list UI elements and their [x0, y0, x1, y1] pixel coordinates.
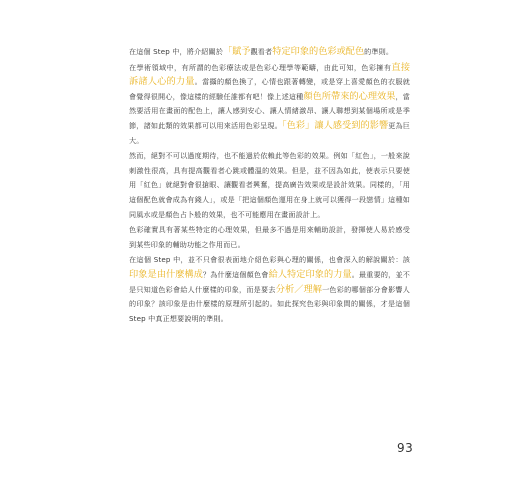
page-number: 93: [397, 441, 414, 455]
highlighted-phrase: 印象是由什麼構成: [129, 268, 203, 280]
highlighted-phrase: 直接訴諸人心的力量: [129, 61, 411, 88]
body-phrase: 在這個 Step 中，並不只會很表面地介紹色彩與心理的關係，也會深入的解說關於：該: [129, 255, 410, 265]
body-text: [129, 45, 410, 327]
body-phrase: ？為什麼這個顏色會: [202, 269, 269, 279]
body-phrase: 色彩確實具有著某些特定的心理效果，但最多不過是用來輔助設計，發揮使人易於感受到某些印象的輔助功能之作用而已。: [129, 225, 410, 249]
paragraph: [129, 61, 410, 149]
body-phrase: 觀看者: [250, 47, 273, 56]
paragraph: [129, 223, 410, 252]
body-phrase: ，當然要活用在畫面的配色上，讓人感到安心、讓人情緒激昂、讓人聯想到某個場所或是季節，諸如此類的效果都可以用來活用色彩呈現。: [129, 91, 410, 130]
body-phrase: 更為巨大。: [129, 120, 411, 145]
highlighted-phrase: 特定印象的色彩或配色: [272, 46, 365, 57]
paragraph: [129, 149, 410, 222]
body-phrase: 。當攝的顏色換了，心情也跟著轉變，或是穿上喜愛顏色的衣服就會覺得很開心，像這樣的經驗任誰都有吧！像上述這種: [129, 77, 410, 101]
highlighted-phrase: 「色彩」讓人感受到的影響: [282, 119, 389, 131]
body-phrase: 在學術領域中，有所謂的色彩療法或是色彩心理學等範疇，由此可知，色彩擁有: [129, 62, 392, 72]
highlighted-phrase: 分析／理解: [275, 283, 323, 295]
body-phrase: 的準則。: [364, 47, 394, 56]
paragraph: [129, 45, 410, 60]
body-phrase: 一色彩的哪個部分會影響人的印象？該印象是由什麼樣的原理所引起的。如此探究色彩與印象間的關係，才是這個 Step 中真正想要說明的準則。: [129, 284, 410, 323]
highlighted-phrase: 「賦予: [223, 46, 251, 57]
highlighted-phrase: 給人特定印象的力量: [268, 268, 352, 280]
body-phrase: 在這個 Step 中，將介紹關於: [129, 47, 223, 56]
paragraph: [129, 253, 410, 326]
body-phrase: 然而，絕對不可以過度期待，也不能過於依賴此等色彩的效果。例如「紅色」，一般來說刺激性很高，具有提高觀看者心跳或體溫的效果。但是，並不因為如此，使表示只要使用「紅色」就絕對會很搶眼、讓觀看者興奮，提高廣告效果或是設計效果。同樣的，「用這個配色就會成為有錢人」，或是「把這個顏色運用在身上就可以獲得一段戀情」這種如同風水或是顏色占卜般的效果，也不可能應用在畫面設計上。: [129, 151, 410, 219]
body-phrase: 。最重要的，並不是只知道色彩會給人什麼樣的印象，而是要去: [129, 269, 411, 294]
highlighted-phrase: 顏色所帶來的心理效果: [303, 90, 396, 102]
